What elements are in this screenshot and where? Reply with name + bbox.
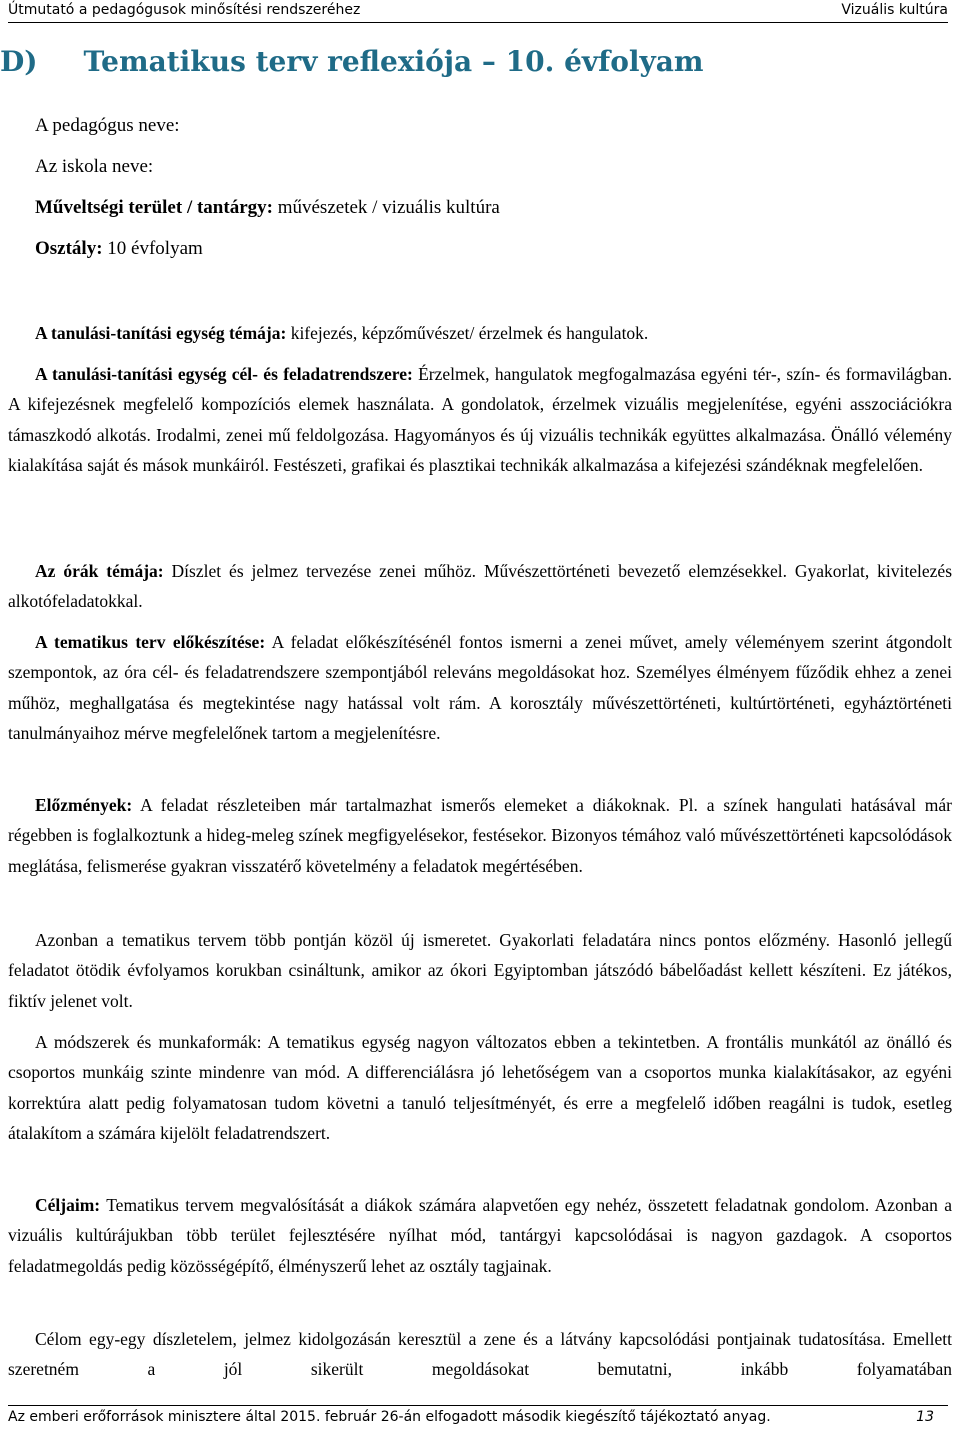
aims-label: Céljaim:	[35, 1195, 101, 1215]
antecedents-paragraph	[8, 790, 952, 881]
aims-text: Tematikus tervem megvalósítását a diákok számára alapvetően egy nehéz, összetett feladatnak gondolom. Azonban a vizuális kultúrájukban több terület fejlesztésére nyílhat mód, tantárgyi kapcsolódásai is nagyon gazdagok. A csoportos feladatmegoldás pedig közösségépítő, élményszerű lehet az osztály tagjainak.	[8, 1195, 952, 1276]
footer-text: Az emberi erőforrások minisztere által 2015. február 26-án elfogadott második kiegészítő tájékoztató anyag.	[8, 1409, 771, 1425]
antecedents-text: A feladat részleteiben már tartalmazhat ismerős elemeket a diákoknak. Pl. a színek hangulati hatásával már régebben is foglalkoztunk a hideg-meleg színek megfigyelésekor, festésekor. Bizonyos témához való művészettörténeti kapcsolódások meglátása, felismerése gyakran visszatérő követelmény a feladatok megértésében.	[8, 795, 952, 876]
methods-text: A módszerek és munkaformák: A tematikus egység nagyon változatos ebben a tekintetben. A frontális munkától az önálló és csoportos munkáig szinte mindenre van mód. A differenciálásra jó lehetőségem van a csoportos munka kialakításakor, az egyéni korrektúra alatt pedig folyamatosan tudom követni a tanuló teljesítményét, és erre a megfelelő időben reagálni is tudok, esetleg átalakítom a számára kijelölt feladatrendszert.	[8, 1032, 952, 1143]
page-footer	[8, 1405, 948, 1430]
goals-text: Érzelmek, hangulatok megfogalmazása egyéni tér-, szín- és formavilágban. A kifejezésnek megfelelő kompozíciós elemek használata. A gondolatok, érzelmek vizuális megjelenítése, egyéni asszociációkra támaszkodó alkotás. Irodalmi, zenei mű feldolgozása. Hagyományos és új vizuális technikák együttes alkalmazása. Önálló vélemény kialakítása saját és mások munkáiról. Festészeti, grafikai és plasztikai technikák alkalmazása a kifejezési szándéknak megfelelően.	[8, 364, 952, 475]
subject-field	[35, 196, 500, 220]
preparation-text: A feladat előkészítésénél fontos ismerni a zenei művet, amely véleményem szerint átgondolt szempontok, az óra cél- és feladatrendszere szempontjából releváns megoldásokat hoz. Személyes élményem fűződik ehhez a zenei műhöz, meghallgatása és megtekintése nagy hatással volt rám. A korosztály művészettörténeti, kultúrtörténeti, egyháztörténeti tanulmányaihoz mérve megfelelőnek tartom a megjelenítésre.	[8, 632, 952, 743]
teacher-name-label: A pedagógus neve:	[35, 115, 180, 136]
aims-paragraph	[8, 1190, 952, 1281]
lessons-label: Az órák témája:	[35, 561, 164, 581]
aim-detail-text: Célom egy-egy díszletelem, jelmez kidolgozásán keresztül a zene és a látvány kapcsolódási pontjainak tudatosítása. Emellett szeretném a jól sikerült megoldásokat bemutatni, inkább folyamatában	[8, 1329, 952, 1380]
topic-paragraph	[8, 318, 952, 348]
goals-label: A tanulási-tanítási egység cél- és feladatrendszere:	[35, 364, 413, 384]
new-knowledge-text: Azonban a tematikus tervem több pontján közöl új ismeretet. Gyakorlati feladatára nincs pontos előzmény. Hasonló jellegű feladatot ötödik évfolyamos korukban csináltunk, amikor az ókori Egyiptomban játszódó bábelőadást kellett készíteni. Ez játékos, fiktív jelenet volt.	[8, 930, 952, 1011]
class-label: Osztály:	[35, 238, 103, 259]
antecedents-label: Előzmények:	[35, 795, 133, 815]
topic-label: A tanulási-tanítási egység témája:	[35, 323, 287, 343]
subject-label: Műveltségi terület / tantárgy:	[35, 197, 273, 218]
page-number: 13	[916, 1409, 934, 1425]
class-field	[35, 237, 203, 261]
aim-detail-paragraph	[8, 1324, 952, 1385]
header-document-title: Útmutató a pedagógusok minősítési rendszeréhez	[8, 2, 361, 18]
school-name-field	[35, 155, 153, 179]
title-text: Tematikus terv reflexiója – 10. évfolyam	[83, 45, 704, 78]
topic-text: kifejezés, képzőművészet/ érzelmek és hangulatok.	[290, 323, 649, 343]
title-prefix: D)	[0, 45, 38, 78]
new-knowledge-paragraph	[8, 925, 952, 1016]
class-value: 10 évfolyam	[107, 238, 203, 259]
preparation-label: A tematikus terv előkészítése:	[35, 632, 266, 652]
header-subject: Vizuális kultúra	[841, 2, 948, 18]
school-name-label: Az iskola neve:	[35, 156, 154, 177]
goals-paragraph	[8, 359, 952, 480]
lessons-text: Díszlet és jelmez tervezése zenei műhöz. Művészettörténeti bevezető elemzésekkel. Gyakorlat, kivitelezés alkotófeladatokkal.	[8, 561, 953, 612]
page-title	[0, 42, 704, 82]
preparation-paragraph	[8, 627, 952, 748]
subject-value: művészetek / vizuális kultúra	[277, 197, 500, 218]
page-header	[8, 0, 948, 23]
methods-paragraph	[8, 1027, 952, 1148]
lessons-paragraph	[8, 556, 952, 617]
teacher-name-field	[35, 114, 180, 138]
